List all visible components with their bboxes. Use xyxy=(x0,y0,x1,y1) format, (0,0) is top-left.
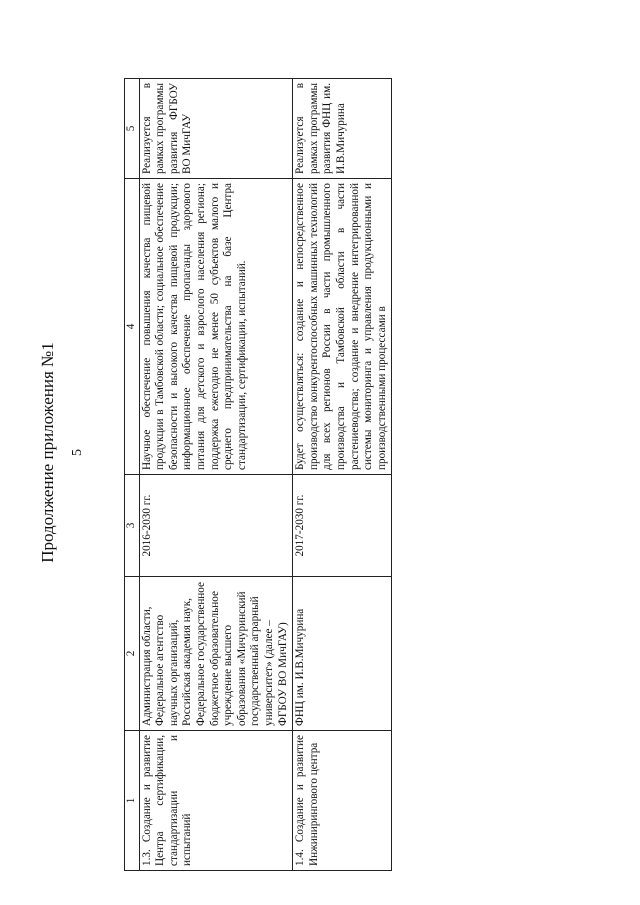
measure-name-cell: 1.3. Создание и развитие Центра сертификации, стандартизации и испытаний xyxy=(139,731,293,871)
funding-note-cell: Реализуется в рамках программы развития ФГБОУ ВО МичГАУ xyxy=(139,79,293,179)
column-number: 1 xyxy=(125,731,140,871)
executors-cell: Администрация области, Федеральное агентство научных организаций, Российская академия наук, Федеральное государственное бюджетное образовательное учреждение высшего образования «Мичуринский государственный аграрный университет» (далее – ФГБОУ ВО МичГАУ) xyxy=(139,577,293,731)
column-number: 2 xyxy=(125,577,140,731)
expected-results-cell: Научное обеспечение повышения качества пищевой продукции в Тамбовской области; социальное обеспечение безопасности и высокого качества пищевой продукции; информационное обеспечение пропаганды здорового питания для детского и взрослого населения региона; поддержка ежегодно не менее 50 субъектов малого и среднего предпринимательства на базе Центра стандартизации, сертификации, испытаний. xyxy=(139,179,293,475)
table-row xyxy=(139,79,293,871)
column-number: 5 xyxy=(125,79,140,179)
period-cell: 2017-2030 гг. xyxy=(293,475,392,577)
funding-note-cell: Реализуется в рамках программы развития ФНЦ им. И.В.Мичурина xyxy=(293,79,392,179)
continuation-title: Продолжение приложения №1 xyxy=(38,342,57,563)
column-number: 3 xyxy=(125,475,140,577)
period-cell: 2016-2030 гг. xyxy=(139,475,293,577)
executors-cell: ФНЦ им. И.В.Мичурина xyxy=(293,577,392,731)
plan-table xyxy=(124,78,392,871)
column-number-row xyxy=(125,79,140,871)
column-number: 4 xyxy=(125,179,140,475)
measure-name-cell: 1.4. Создание и развитие Инжинирингового центра xyxy=(293,731,392,871)
page-number: 5 xyxy=(70,449,85,456)
expected-results-cell: Будет осуществляться: создание и непосредственное производство конкурентоспособных машинных технологий для всех регионов России в части промышленного производства и Тамбовской области в части растениеводства; создание и внедрение интегрированной системы мониторинга и управления продукционными и производственными процессами в xyxy=(293,179,392,475)
table-row xyxy=(293,79,392,871)
